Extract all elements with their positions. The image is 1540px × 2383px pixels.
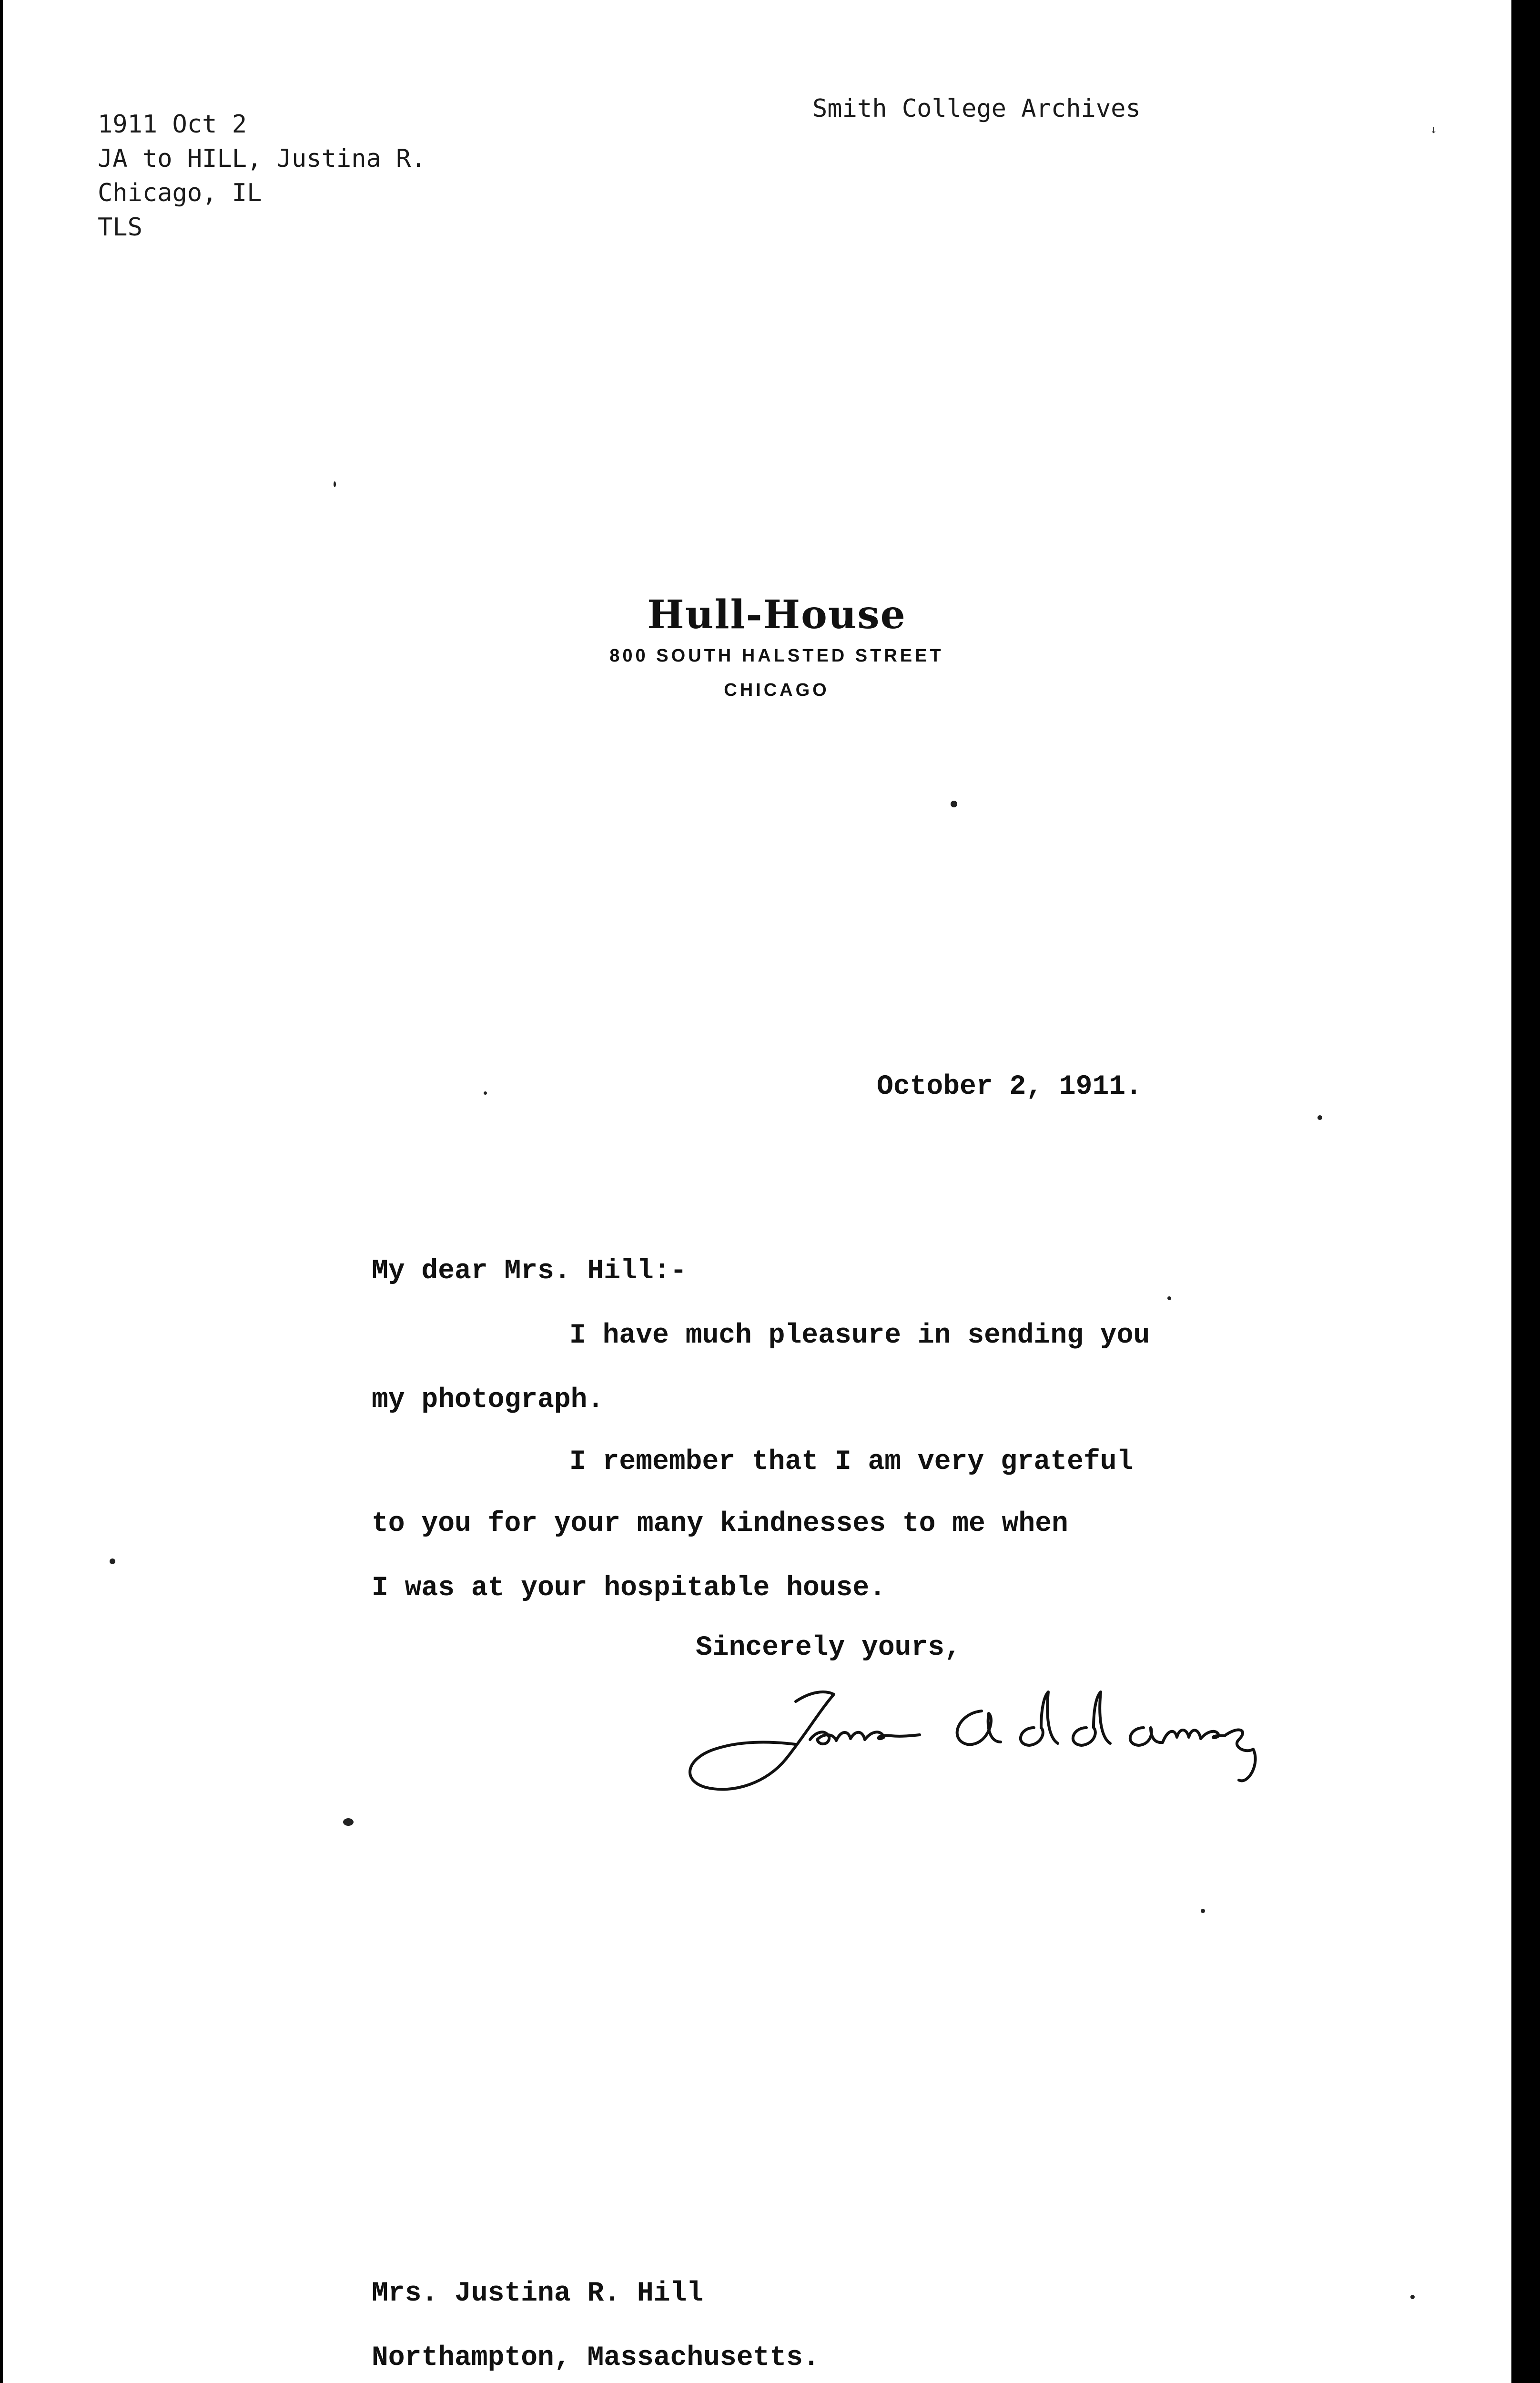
scan-speck (1317, 1115, 1322, 1120)
catalog-date: 1911 Oct 2 (98, 110, 247, 139)
corner-mark: ꜜ (1431, 125, 1437, 142)
letterhead (524, 591, 1029, 707)
body-line: to you for your many kindnesses to me when (372, 1508, 1068, 1539)
scan-speck (110, 1558, 115, 1564)
recipient-name: Mrs. Justina R. Hill (372, 2278, 704, 2309)
recipient-place: Northampton, Massachusetts. (372, 2342, 820, 2373)
scan-border-right (1511, 0, 1540, 2383)
letter-date: October 2, 1911. (877, 1071, 1142, 1102)
scan-speck (343, 1818, 354, 1826)
handwritten-signature (653, 1682, 1344, 1806)
scan-speck (951, 801, 957, 807)
letterhead-title: Hull-House (647, 592, 906, 638)
scan-speck (1201, 1909, 1205, 1913)
salutation: My dear Mrs. Hill:- (372, 1256, 687, 1287)
scan-speck (1167, 1296, 1171, 1300)
catalog-place: Chicago, IL (98, 179, 262, 207)
catalog-correspondents: JA to HILL, Justina R. (98, 144, 426, 173)
closing: Sincerely yours, (696, 1632, 961, 1663)
scan-speck (1410, 2295, 1415, 2299)
scan-speck (334, 481, 336, 487)
letterhead-street: 800 SOUTH HALSTED STREET (609, 646, 944, 666)
archive-label: Smith College Archives (812, 94, 1141, 123)
body-line: I have much pleasure in sending you (569, 1320, 1150, 1351)
letterhead-city: CHICAGO (724, 680, 830, 700)
body-line: I was at your hospitable house. (372, 1573, 886, 1604)
scan-border-left (0, 0, 3, 2383)
catalog-type: TLS (98, 213, 142, 242)
body-line: I remember that I am very grateful (569, 1446, 1134, 1477)
scan-speck (484, 1091, 487, 1095)
catalog-note (98, 107, 426, 244)
body-line: my photograph. (372, 1385, 604, 1416)
